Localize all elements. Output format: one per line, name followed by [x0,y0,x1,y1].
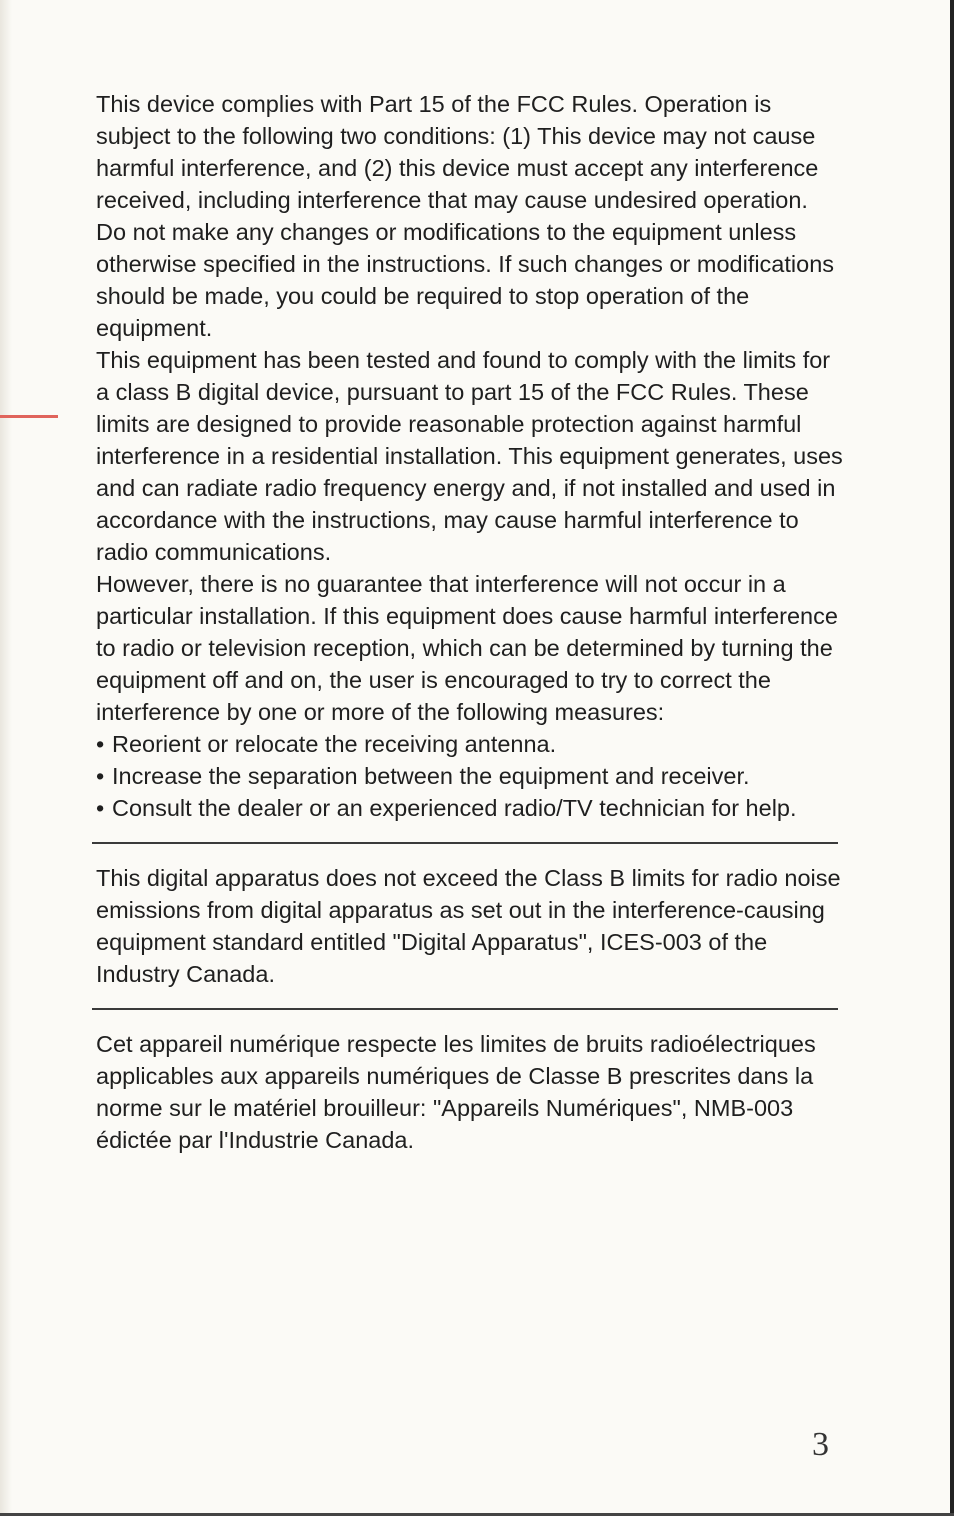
section-divider [92,842,838,844]
list-item: • Reorient or relocate the receiving antenna. [96,728,846,760]
fcc-paragraph-class-b: This equipment has been tested and found to comply with the limits for a class B digital device, pursuant to part 15 of the FCC Rules. These limits are designed to provide reasonable protection against harmful interference in a residential installation. This equipment generates, uses and can radiate radio frequency energy and, if not installed and used in accordance with the instructions, may cause harmful interference to radio communications. [96,347,843,565]
list-item: • Consult the dealer or an experienced radio/TV technician for help. [96,792,846,824]
fcc-paragraph-no-guarantee: However, there is no guarantee that interference will not occur in a particular installation. If this equipment does cause harmful interference to radio or television reception, which can be determined by turning the equipment off and on, the user is encouraged to try to correct the interference by one or more of the following measures: [96,571,838,725]
fcc-paragraph-modifications: Do not make any changes or modifications to the equipment unless otherwise specified in the instructions. If such changes or modifications should be made, you could be required to stop operation of the equipment. [96,219,835,341]
canada-french-notice: Cet appareil numérique respecte les limites de bruits radioélectriques applicables aux appareils numériques de Classe B prescrites dans la norme sur le matériel brouilleur: "Appareils Numériques", NMB-003 édictée par l'Industrie Canada. [96,1031,816,1153]
page-edge-left [0,0,12,1516]
measures-list [96,728,846,824]
page-content [96,88,846,1156]
section-divider [92,1008,838,1010]
list-item: • Increase the separation between the equipment and receiver. [96,760,846,792]
fcc-paragraph-compliance: This device complies with Part 15 of the FCC Rules. Operation is subject to the following two conditions: (1) This device may not cause harmful interference, and (2) this device must accept any interference received, including interference that may cause undesired operation. [96,91,819,213]
fcc-compliance-section [96,88,846,824]
margin-red-mark [0,415,58,418]
page-number: 3 [812,1426,829,1463]
page-edge-right [950,0,954,1516]
canada-english-notice: This digital apparatus does not exceed the Class B limits for radio noise emissions from digital apparatus as set out in the interference-causing equipment standard entitled "Digital Apparatus", ICES-003 of the Industry Canada. [96,865,841,987]
